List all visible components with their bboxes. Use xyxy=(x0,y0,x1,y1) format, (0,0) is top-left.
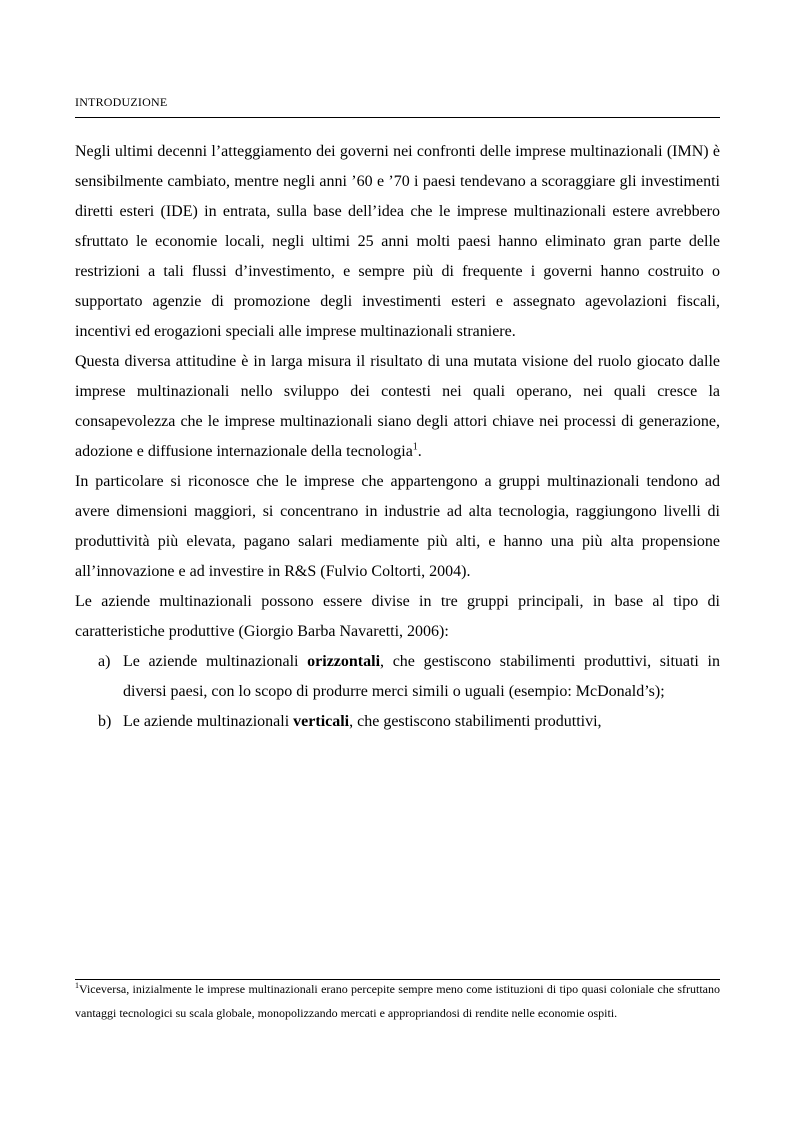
paragraph-2-end: . xyxy=(417,443,422,460)
paragraph-3: In particolare si riconosce che le imprese che appartengono a gruppi multinazionali tendono ad avere dimensioni maggiori, si concentrano in industrie ad alta tecnologia, raggiungono livelli di produttività più elevata, pagano salari mediamente più alti, e hanno una più alta propensione all’innovazione e ad investire in R&S (Fulvio Coltorti, 2004). xyxy=(75,473,720,580)
list-item-rest: , che gestiscono stabilimenti produttivi, xyxy=(349,713,602,730)
body-text xyxy=(75,137,720,737)
paragraph-2 xyxy=(75,347,720,467)
footnote-text: Viceversa, inizialmente le imprese multinazionali erano percepite sempre meno come istituzioni di tipo quasi coloniale che sfruttano vantaggi tecnologici su scala globale, monopolizzando mercati e appropriandosi di rendite nelle economie ospiti. xyxy=(75,982,720,1020)
list-marker: a) xyxy=(98,653,111,670)
footnote-reference[interactable]: 1 xyxy=(412,441,418,453)
list-item-rest: , che gestiscono stabilimenti produttivi, situati in diversi paesi, con lo scopo di produrre merci simili o uguali (esempio: McDonald’s); xyxy=(123,653,720,700)
footnote xyxy=(75,977,720,1025)
header-rule xyxy=(75,117,720,118)
list-marker: b) xyxy=(98,713,112,730)
list-item-term: orizzontali xyxy=(307,653,381,670)
running-header: INTRODUZIONE xyxy=(75,95,168,109)
paragraph-2-text: Questa diversa attitudine è in larga misura il risultato di una mutata visione del ruolo giocato dalle imprese multinazionali nello sviluppo dei contesti nei quali operano, nei quali cresce la consapevolezza che le imprese multinazionali siano degli attori chiave nei processi di generazione, adozione e diffusione internazionale della tecnologia xyxy=(75,353,720,460)
paragraph-4: Le aziende multinazionali possono essere divise in tre gruppi principali, in base al tipo di caratteristiche produttive (Giorgio Barba Navaretti, 2006): xyxy=(75,593,720,640)
paragraph-1: Negli ultimi decenni l’atteggiamento dei governi nei confronti delle imprese multinazionali (IMN) è sensibilmente cambiato, mentre negli anni ’60 e ’70 i paesi tendevano a scoraggiare gli investimenti diretti esteri (IDE) in entrata, sulla base dell’idea che le imprese multinazionali estere avrebbero sfruttato le economie locali, negli ultimi 25 anni molti paesi hanno eliminato gran parte delle restrizioni a tali flussi d’investimento, e sempre più di frequente i governi hanno costruito o supportato agenzie di promozione degli investimenti esteri e assegnato agevolazioni fiscali, incentivi ed erogazioni speciali alle imprese multinazionali straniere. xyxy=(75,143,720,340)
list-item-lead: Le aziende multinazionali xyxy=(123,713,294,730)
list-item xyxy=(75,647,720,707)
list-item xyxy=(75,707,720,737)
multinational-types-list xyxy=(75,647,720,737)
footnote-number: 1 xyxy=(75,981,79,990)
list-item-lead: Le aziende multinazionali xyxy=(123,653,308,670)
list-item-term: verticali xyxy=(293,713,350,730)
